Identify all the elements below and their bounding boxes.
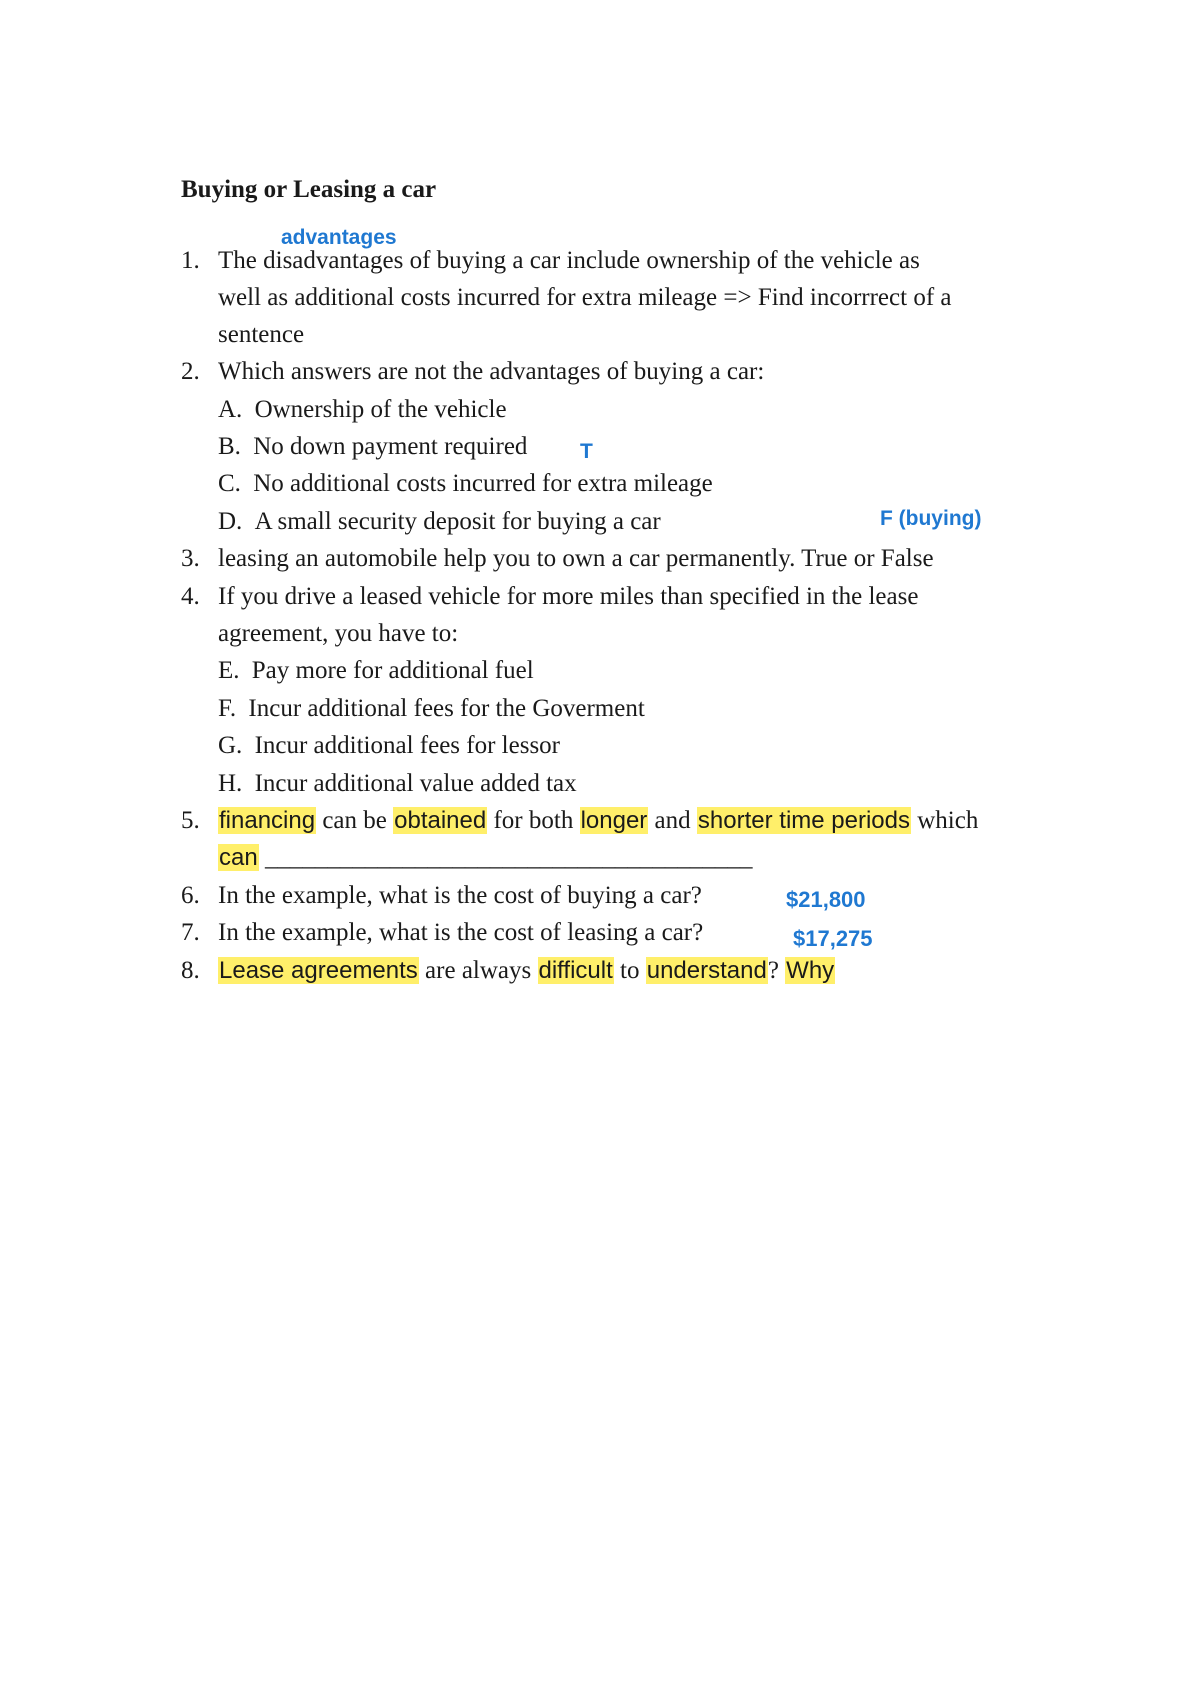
highlight-shorter-time-periods: shorter time periods: [697, 807, 910, 834]
option-text: Incur additional value added tax: [254, 770, 577, 797]
q4-option-g: [218, 731, 560, 761]
q4-option-e: [218, 656, 534, 686]
q4-option-h: [218, 769, 577, 799]
highlight-longer: longer: [580, 807, 648, 834]
option-text: Incur additional fees for the Goverment: [248, 695, 645, 722]
q4-line-2: agreement, you have to:: [218, 620, 459, 647]
q7-number: 7.: [181, 919, 200, 946]
option-letter: D.: [218, 508, 243, 535]
q8-number: 8.: [181, 957, 200, 984]
annotation-advantages: advantages: [281, 226, 397, 249]
option-text: Pay more for additional fuel: [251, 657, 534, 684]
q5-text: which: [911, 807, 979, 834]
option-text: No additional costs incurred for extra mileage: [253, 470, 713, 497]
q6-number: 6.: [181, 882, 200, 909]
q7-answer: $17,275: [793, 926, 873, 951]
q5-line-2: [218, 843, 752, 873]
q8-text-part: are always: [418, 957, 538, 984]
option-text: A small security deposit for buying a car: [254, 508, 661, 535]
highlight-lease-agreements: Lease agreements: [219, 957, 418, 984]
highlight-difficult: difficult: [538, 957, 613, 984]
q8-text-part: ?: [767, 957, 786, 984]
q5-text: for both: [487, 807, 580, 834]
option-letter: C.: [218, 470, 241, 497]
q8-text-part: to: [613, 957, 646, 984]
highlight-can: can: [219, 844, 258, 871]
q4-number: 4.: [181, 583, 200, 610]
option-letter: H.: [218, 770, 243, 797]
q3-number: 3.: [181, 545, 200, 572]
highlight-why: Why: [786, 957, 835, 984]
q4-option-f: [218, 694, 645, 724]
q4-line-1: If you drive a leased vehicle for more miles than specified in the lease: [218, 583, 919, 610]
q2-number: 2.: [181, 358, 200, 385]
q8-text: [218, 956, 835, 986]
q5-line-1: [218, 806, 978, 836]
q5-text: and: [648, 807, 697, 834]
highlight-understand: understand: [646, 957, 767, 984]
annotation-true: T: [580, 440, 593, 463]
highlight-obtained: obtained: [394, 807, 487, 834]
q5-text: can be: [316, 807, 394, 834]
q2-option-b: [218, 432, 527, 462]
annotation-false-buying: F (buying): [880, 507, 982, 530]
option-letter: B.: [218, 433, 241, 460]
q2-option-d: [218, 507, 661, 537]
q1-line-1: The disadvantages of buying a car include ownership of the vehicle as: [218, 247, 920, 274]
q1-line-3: sentence: [218, 321, 305, 348]
option-letter: A.: [218, 396, 243, 423]
option-letter: G.: [218, 732, 243, 759]
q6-text: In the example, what is the cost of buying a car?: [218, 882, 702, 909]
option-text: Ownership of the vehicle: [254, 396, 507, 423]
option-text: No down payment required: [253, 433, 528, 460]
page-title: Buying or Leasing a car: [181, 176, 437, 203]
q1-line-2: well as additional costs incurred for extra mileage => Find incorrrect of a: [218, 284, 952, 311]
q1-number: 1.: [181, 247, 200, 274]
q7-text: In the example, what is the cost of leasing a car?: [218, 919, 704, 946]
q3-text: leasing an automobile help you to own a car permanently. True or False: [218, 545, 934, 572]
q2-option-c: [218, 469, 713, 499]
q6-answer: $21,800: [786, 887, 866, 912]
option-letter: E.: [218, 657, 240, 684]
highlight-financing: financing: [219, 807, 316, 834]
answer-blank: _______________________________________: [258, 844, 753, 871]
q5-number: 5.: [181, 807, 200, 834]
option-letter: F.: [218, 695, 237, 722]
q2-text: Which answers are not the advantages of buying a car:: [218, 358, 765, 385]
q2-option-a: [218, 395, 507, 425]
option-text: Incur additional fees for lessor: [254, 732, 561, 759]
